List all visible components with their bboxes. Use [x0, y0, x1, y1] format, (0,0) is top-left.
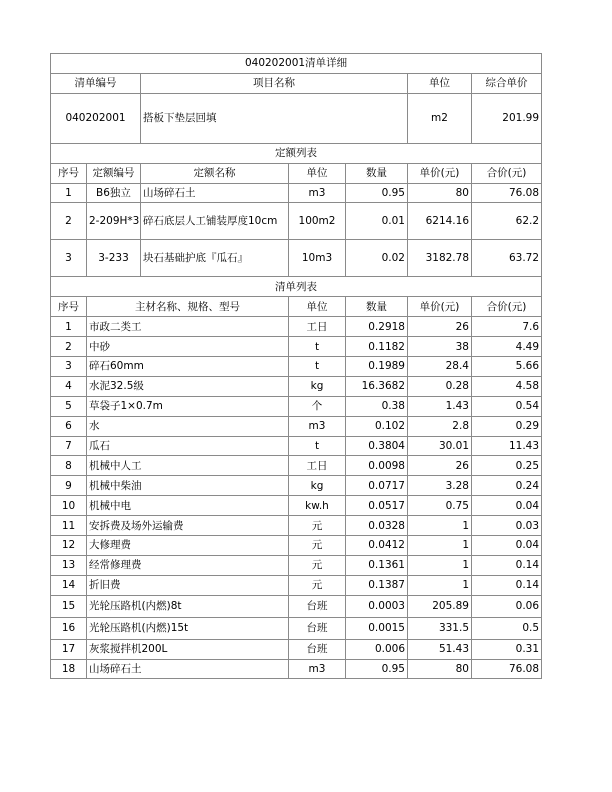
material-name: 水泥32.5级: [87, 376, 289, 396]
quota-row: [51, 183, 542, 203]
material-name: 中砂: [87, 337, 289, 357]
material-qty: 0.1361: [346, 555, 408, 575]
material-qty: 0.1387: [346, 575, 408, 595]
material-qty: 0.95: [346, 659, 408, 679]
bill-unit-header: 单位: [408, 73, 472, 93]
material-unit: t: [289, 357, 346, 377]
bill-header-row: [51, 73, 542, 93]
material-seq: 13: [51, 555, 87, 575]
quota-seq-header: 序号: [51, 163, 87, 183]
material-unit-price: 38: [408, 337, 472, 357]
material-total: 4.49: [472, 337, 542, 357]
material-seq: 16: [51, 617, 87, 639]
quota-code: 2-209H*3: [87, 203, 141, 240]
material-qty: 0.0517: [346, 496, 408, 516]
material-unit: kg: [289, 376, 346, 396]
material-unit: kw.h: [289, 496, 346, 516]
material-seq: 10: [51, 496, 87, 516]
quota-row: [51, 240, 542, 277]
material-qty: 0.2918: [346, 317, 408, 337]
material-unit: 元: [289, 575, 346, 595]
material-unit: 台班: [289, 639, 346, 659]
quota-name: 山场碎石土: [141, 183, 289, 203]
material-name: 水: [87, 416, 289, 436]
material-total-header: 合价(元): [472, 297, 542, 317]
material-unit-price: 30.01: [408, 436, 472, 456]
material-qty: 0.0328: [346, 516, 408, 536]
material-name: 机械中人工: [87, 456, 289, 476]
quota-total: 76.08: [472, 183, 542, 203]
quota-qty: 0.95: [346, 183, 408, 203]
material-total: 0.04: [472, 496, 542, 516]
material-unit-price: 51.43: [408, 639, 472, 659]
material-seq: 2: [51, 337, 87, 357]
quota-unit-price-header: 单价(元): [408, 163, 472, 183]
material-row: [51, 555, 542, 575]
material-seq: 18: [51, 659, 87, 679]
material-unit-header: 单位: [289, 297, 346, 317]
material-section-title: 清单列表: [51, 277, 542, 297]
quota-qty-header: 数量: [346, 163, 408, 183]
material-total: 0.04: [472, 536, 542, 556]
material-unit-price-header: 单价(元): [408, 297, 472, 317]
material-unit: 工日: [289, 456, 346, 476]
material-qty: 16.3682: [346, 376, 408, 396]
material-seq: 1: [51, 317, 87, 337]
material-name: 草袋子1×0.7m: [87, 396, 289, 416]
quota-name: 块石基础护底『瓜石』: [141, 240, 289, 277]
material-qty: 0.3804: [346, 436, 408, 456]
material-unit-price: 1: [408, 516, 472, 536]
quota-unit: 10m3: [289, 240, 346, 277]
material-unit-price: 205.89: [408, 595, 472, 617]
material-name: 大修理费: [87, 536, 289, 556]
quota-total: 62.2: [472, 203, 542, 240]
quota-row: [51, 203, 542, 240]
quota-qty: 0.02: [346, 240, 408, 277]
material-total: 0.24: [472, 476, 542, 496]
material-seq: 11: [51, 516, 87, 536]
table-body: [51, 54, 542, 679]
material-row: [51, 476, 542, 496]
material-row: [51, 456, 542, 476]
material-name: 折旧费: [87, 575, 289, 595]
quota-code: B6独立: [87, 183, 141, 203]
table-title: 040202001清单详细: [51, 54, 542, 74]
quota-section-row: [51, 143, 542, 163]
quota-seq: 3: [51, 240, 87, 277]
material-name: 市政二类工: [87, 317, 289, 337]
material-total: 0.5: [472, 617, 542, 639]
material-total: 0.54: [472, 396, 542, 416]
material-unit-price: 26: [408, 456, 472, 476]
title-row: [51, 54, 542, 74]
material-unit-price: 80: [408, 659, 472, 679]
material-row: [51, 639, 542, 659]
material-total: 0.14: [472, 575, 542, 595]
quota-unit-price: 80: [408, 183, 472, 203]
material-name: 光轮压路机(内燃)8t: [87, 595, 289, 617]
material-total: 11.43: [472, 436, 542, 456]
material-total: 5.66: [472, 357, 542, 377]
material-header-row: [51, 297, 542, 317]
material-unit-price: 2.8: [408, 416, 472, 436]
quota-total: 63.72: [472, 240, 542, 277]
material-unit: 元: [289, 555, 346, 575]
material-row: [51, 617, 542, 639]
material-unit: 台班: [289, 595, 346, 617]
material-name: 碎石60mm: [87, 357, 289, 377]
material-row: [51, 516, 542, 536]
bill-name-header: 项目名称: [141, 73, 408, 93]
material-unit-price: 1: [408, 536, 472, 556]
material-unit-price: 0.28: [408, 376, 472, 396]
material-seq: 17: [51, 639, 87, 659]
material-qty: 0.38: [346, 396, 408, 416]
material-unit-price: 1.43: [408, 396, 472, 416]
material-row: [51, 595, 542, 617]
material-row: [51, 436, 542, 456]
material-total: 7.6: [472, 317, 542, 337]
material-seq: 3: [51, 357, 87, 377]
material-row: [51, 416, 542, 436]
bill-unit: m2: [408, 93, 472, 143]
material-seq: 12: [51, 536, 87, 556]
material-unit-price: 3.28: [408, 476, 472, 496]
material-row: [51, 496, 542, 516]
material-seq: 14: [51, 575, 87, 595]
material-row: [51, 376, 542, 396]
material-qty-header: 数量: [346, 297, 408, 317]
material-seq: 7: [51, 436, 87, 456]
quota-code: 3-233: [87, 240, 141, 277]
material-unit-price: 1: [408, 555, 472, 575]
quota-seq: 2: [51, 203, 87, 240]
material-unit-price: 1: [408, 575, 472, 595]
material-unit: m3: [289, 416, 346, 436]
material-qty: 0.102: [346, 416, 408, 436]
material-total: 0.03: [472, 516, 542, 536]
material-total: 0.25: [472, 456, 542, 476]
material-row: [51, 317, 542, 337]
material-name: 山场碎石土: [87, 659, 289, 679]
bill-code-header: 清单编号: [51, 73, 141, 93]
material-row: [51, 337, 542, 357]
material-name: 经常修理费: [87, 555, 289, 575]
material-unit-price: 26: [408, 317, 472, 337]
material-seq: 15: [51, 595, 87, 617]
bill-price: 201.99: [472, 93, 542, 143]
quota-code-header: 定额编号: [87, 163, 141, 183]
bill-name: 搭板下垫层回填: [141, 93, 408, 143]
bill-detail-table: [50, 53, 542, 679]
material-name: 灰浆搅拌机200L: [87, 639, 289, 659]
material-seq: 8: [51, 456, 87, 476]
quota-unit-header: 单位: [289, 163, 346, 183]
material-unit-price: 28.4: [408, 357, 472, 377]
material-name-header: 主材名称、规格、型号: [87, 297, 289, 317]
material-unit: kg: [289, 476, 346, 496]
material-row: [51, 357, 542, 377]
material-unit: m3: [289, 659, 346, 679]
quota-section-title: 定额列表: [51, 143, 542, 163]
quota-name-header: 定额名称: [141, 163, 289, 183]
material-total: 0.31: [472, 639, 542, 659]
material-row: [51, 575, 542, 595]
material-unit: 元: [289, 536, 346, 556]
material-seq-header: 序号: [51, 297, 87, 317]
quota-unit-price: 3182.78: [408, 240, 472, 277]
material-seq: 6: [51, 416, 87, 436]
material-name: 机械中电: [87, 496, 289, 516]
quota-qty: 0.01: [346, 203, 408, 240]
quota-total-header: 合价(元): [472, 163, 542, 183]
material-total: 76.08: [472, 659, 542, 679]
material-qty: 0.0412: [346, 536, 408, 556]
material-unit-price: 0.75: [408, 496, 472, 516]
material-qty: 0.006: [346, 639, 408, 659]
material-qty: 0.0717: [346, 476, 408, 496]
material-unit-price: 331.5: [408, 617, 472, 639]
quota-header-row: [51, 163, 542, 183]
material-section-row: [51, 277, 542, 297]
material-name: 光轮压路机(内燃)15t: [87, 617, 289, 639]
material-total: 0.14: [472, 555, 542, 575]
material-unit: t: [289, 337, 346, 357]
material-unit: 元: [289, 516, 346, 536]
bill-row: [51, 93, 542, 143]
material-unit: 个: [289, 396, 346, 416]
material-row: [51, 536, 542, 556]
quota-unit-price: 6214.16: [408, 203, 472, 240]
material-qty: 0.1989: [346, 357, 408, 377]
material-unit: t: [289, 436, 346, 456]
material-row: [51, 396, 542, 416]
material-seq: 5: [51, 396, 87, 416]
material-total: 4.58: [472, 376, 542, 396]
material-row: [51, 659, 542, 679]
material-unit: 台班: [289, 617, 346, 639]
quota-name: 碎石底层人工铺装厚度10cm: [141, 203, 289, 240]
bill-price-header: 综合单价: [472, 73, 542, 93]
material-unit: 工日: [289, 317, 346, 337]
material-name: 机械中柴油: [87, 476, 289, 496]
quota-unit: m3: [289, 183, 346, 203]
material-seq: 9: [51, 476, 87, 496]
material-total: 0.06: [472, 595, 542, 617]
material-name: 瓜石: [87, 436, 289, 456]
material-total: 0.29: [472, 416, 542, 436]
material-qty: 0.1182: [346, 337, 408, 357]
material-name: 安拆费及场外运输费: [87, 516, 289, 536]
material-seq: 4: [51, 376, 87, 396]
quota-seq: 1: [51, 183, 87, 203]
material-qty: 0.0003: [346, 595, 408, 617]
material-qty: 0.0015: [346, 617, 408, 639]
material-qty: 0.0098: [346, 456, 408, 476]
bill-code: 040202001: [51, 93, 141, 143]
quota-unit: 100m2: [289, 203, 346, 240]
